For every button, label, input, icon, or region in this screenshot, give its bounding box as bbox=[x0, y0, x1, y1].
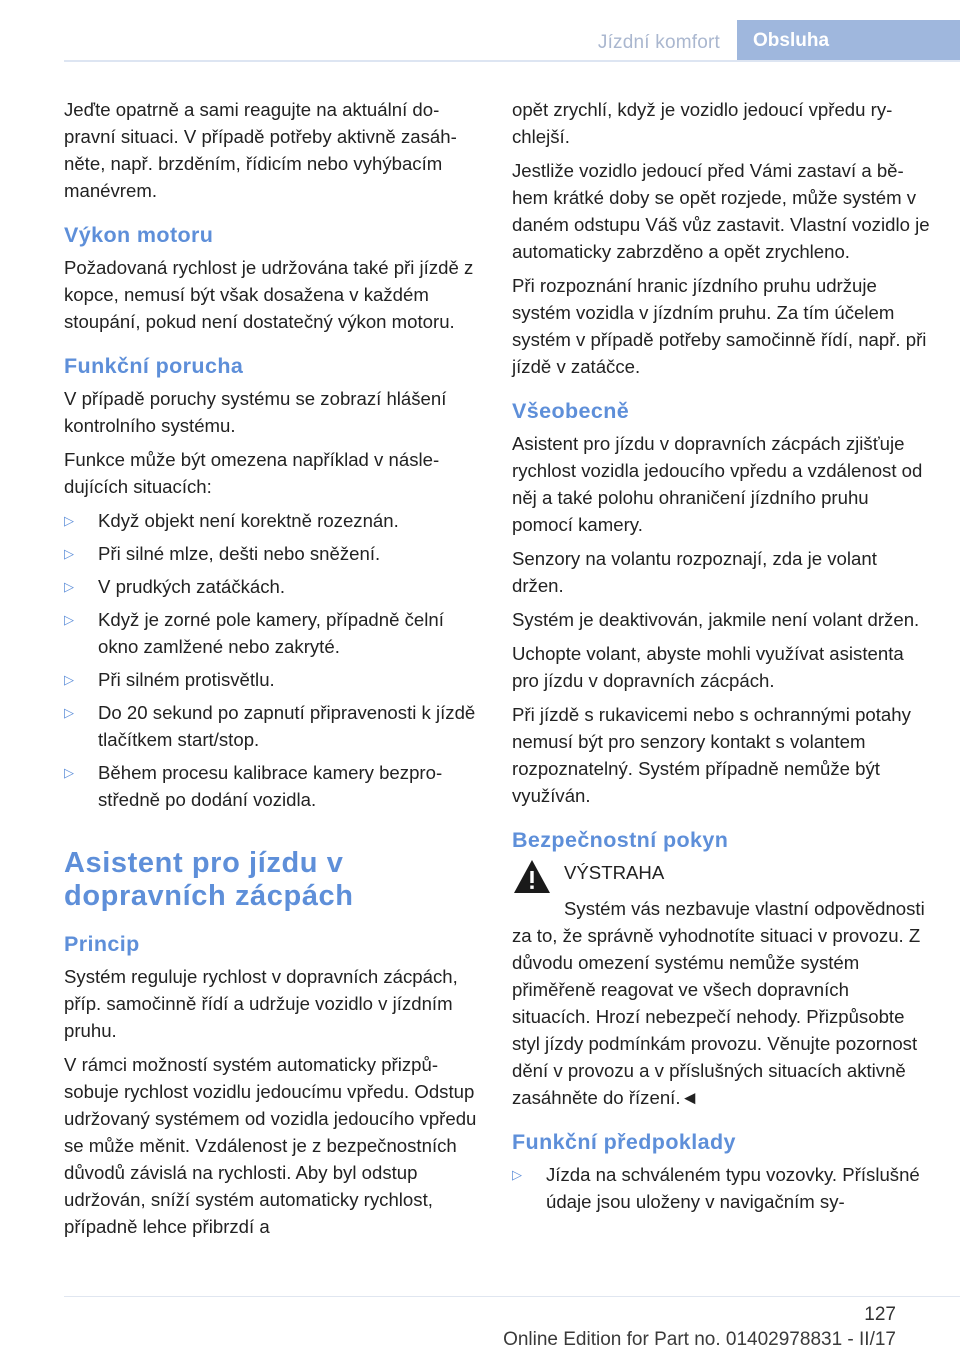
bullet-triangle-icon: ▷ bbox=[64, 705, 74, 720]
list-item: ▷ Při silné mlze, dešti nebo sněžení. bbox=[64, 540, 484, 567]
heading-vseobecne: Všeobecně bbox=[512, 399, 630, 423]
paragraph-r8: Při jízdě s rukavicemi nebo s ochrannými potahy nemusí být pro senzory kontakt s volantem rozpoznatelný. Systém případně nemůže být využíván. bbox=[512, 704, 911, 806]
list-item: ▷ Při silném protisvětlu. bbox=[64, 666, 484, 693]
paragraph-vykon: Požadovaná rychlost je udržována také při jízdě z kopce, nemusí být však dosažena v každém stoupání, pokud není dostatečný výkon motoru. bbox=[64, 257, 474, 332]
paragraph-r2: Jestliže vozidlo jedoucí před Vámi zastaví a během krátké doby se opět rozjede, může systém v daném odstupu Váš vůz zastavit. Vlastní vozidlo je automaticky zabrzděno a opět zrychleno. bbox=[512, 160, 930, 262]
right-column bbox=[512, 96, 932, 1221]
heading-bezpecnostni-pokyn: Bezpečnostní pokyn bbox=[512, 828, 729, 852]
paragraph-princip-1: Systém reguluje rychlost v dopravních zácpách, příp. samočinně řídí a udržuje vozidlo v jízdním pruhu. bbox=[64, 966, 458, 1041]
paragraph-r4: Asistent pro jízdu v dopravních zácpách zjišťuje rychlost vozidla jedoucího vpředu a vzdálenost od něj a také polohu ohraničení jízdního pruhu pomocí kamery. bbox=[512, 433, 923, 535]
bullet-triangle-icon: ▷ bbox=[64, 612, 74, 627]
heading-vykon-motoru: Výkon motoru bbox=[64, 223, 214, 247]
paragraph-r3: Při rozpoznání hranic jízdního pruhu udržuje systém vozidla v jízdním pruhu. Za tím účelem systém v případě potřeby samočinně řídí, např. při jízdě v zatáčce. bbox=[512, 275, 927, 377]
page-number: 127 bbox=[864, 1304, 896, 1325]
warning-triangle-icon bbox=[512, 857, 552, 897]
prerequisites-list bbox=[512, 1161, 932, 1215]
section-title: Jízdní komfort bbox=[597, 32, 720, 53]
header-rule bbox=[64, 60, 960, 62]
bullet-triangle-icon: ▷ bbox=[64, 765, 74, 780]
chapter-tab: Obsluha bbox=[737, 20, 960, 60]
intro-paragraph: Jeďte opatrně a sami reagujte na aktuální dopravní situaci. V případě potřeby aktivně zasáhněte, např. brzděním, řídicím nebo vyhýbacím manévrem. bbox=[64, 99, 457, 201]
list-item: ▷ Když objekt není korektně rozeznán. bbox=[64, 507, 484, 534]
paragraph-r7: Uchopte volant, abyste mohli využívat asistenta pro jízdu v dopravních zácpách. bbox=[512, 643, 904, 691]
bullet-triangle-icon: ▷ bbox=[64, 513, 74, 528]
paragraph-porucha-1: V případě poruchy systému se zobrazí hlášení kontrolního systému. bbox=[64, 388, 447, 436]
bullet-triangle-icon: ▷ bbox=[64, 579, 74, 594]
page-header bbox=[0, 0, 960, 62]
heading-funkcni-predpoklady: Funkční předpoklady bbox=[512, 1130, 736, 1154]
heading-asistent: Asistent pro jízdu v dopravních zácpách bbox=[64, 847, 354, 912]
bullet-triangle-icon: ▷ bbox=[64, 546, 74, 561]
paragraph-r6: Systém je deaktivován, jakmile není volant držen. bbox=[512, 609, 920, 630]
list-item: ▷ Do 20 sekund po zapnutí připravenosti k jízdě tlačítkem start/stop. bbox=[64, 699, 484, 753]
warning-block bbox=[512, 859, 932, 1111]
page-footer bbox=[0, 1292, 960, 1362]
bullet-triangle-icon: ▷ bbox=[64, 672, 74, 687]
list-item: ▷ V prudkých zatáčkách. bbox=[64, 573, 484, 600]
paragraph-r5: Senzory na volantu rozpoznají, zda je volant držen. bbox=[512, 548, 877, 596]
footer-rule bbox=[64, 1296, 960, 1297]
heading-funkcni-porucha: Funkční porucha bbox=[64, 354, 244, 378]
list-item: ▷ Během procesu kalibrace kamery bezprostředně po dodání vozidla. bbox=[64, 759, 484, 813]
paragraph-princip-2: V rámci možností systém automaticky přizpůsobuje rychlost vozidlu jedoucímu vpředu. Odstup udržovaný systémem od vozidla jedoucího vpředu se může měnit. Vzdálenost je z bezpečnostních důvodů závislá na rychlosti. Aby byl odstup udržován, sníží systém automaticky rychlost, případně lehce přibrzdí a bbox=[64, 1054, 477, 1237]
list-item: ▷ Když je zorné pole kamery, případně čelní okno zamlžené nebo zakryté. bbox=[64, 606, 484, 660]
warning-title: VÝSTRAHA bbox=[564, 862, 665, 883]
paragraph-porucha-2: Funkce může být omezena například v následujících situacích: bbox=[64, 449, 440, 497]
edition-line: Online Edition for Part no. 01402978831 - II/17 bbox=[503, 1329, 896, 1350]
list-item: ▷ Jízda na schváleném typu vozovky. Příslušné údaje jsou uloženy v navigačním sy- bbox=[512, 1161, 932, 1215]
limitations-list bbox=[64, 507, 484, 813]
bullet-triangle-icon: ▷ bbox=[512, 1167, 522, 1182]
left-column bbox=[64, 96, 484, 1247]
heading-princip: Princip bbox=[64, 932, 140, 956]
paragraph-r1: opět zrychlí, když je vozidlo jedoucí vpředu rychlejší. bbox=[512, 99, 893, 147]
warning-text: Systém vás nezbavuje vlastní odpovědnosti za to, že správně vyhodnotíte situaci v provozu. Z důvodu omezení systému nemůže systém přiměřeně reagovat ve všech dopravních situacích. Hrozí nebezpečí nehody. Přizpůsobte styl jízdy podmínkám provozu. Věnujte pozornost dění v provozu a v příslušných situacích aktivně zasáhněte do řízení.◄ bbox=[512, 898, 925, 1108]
